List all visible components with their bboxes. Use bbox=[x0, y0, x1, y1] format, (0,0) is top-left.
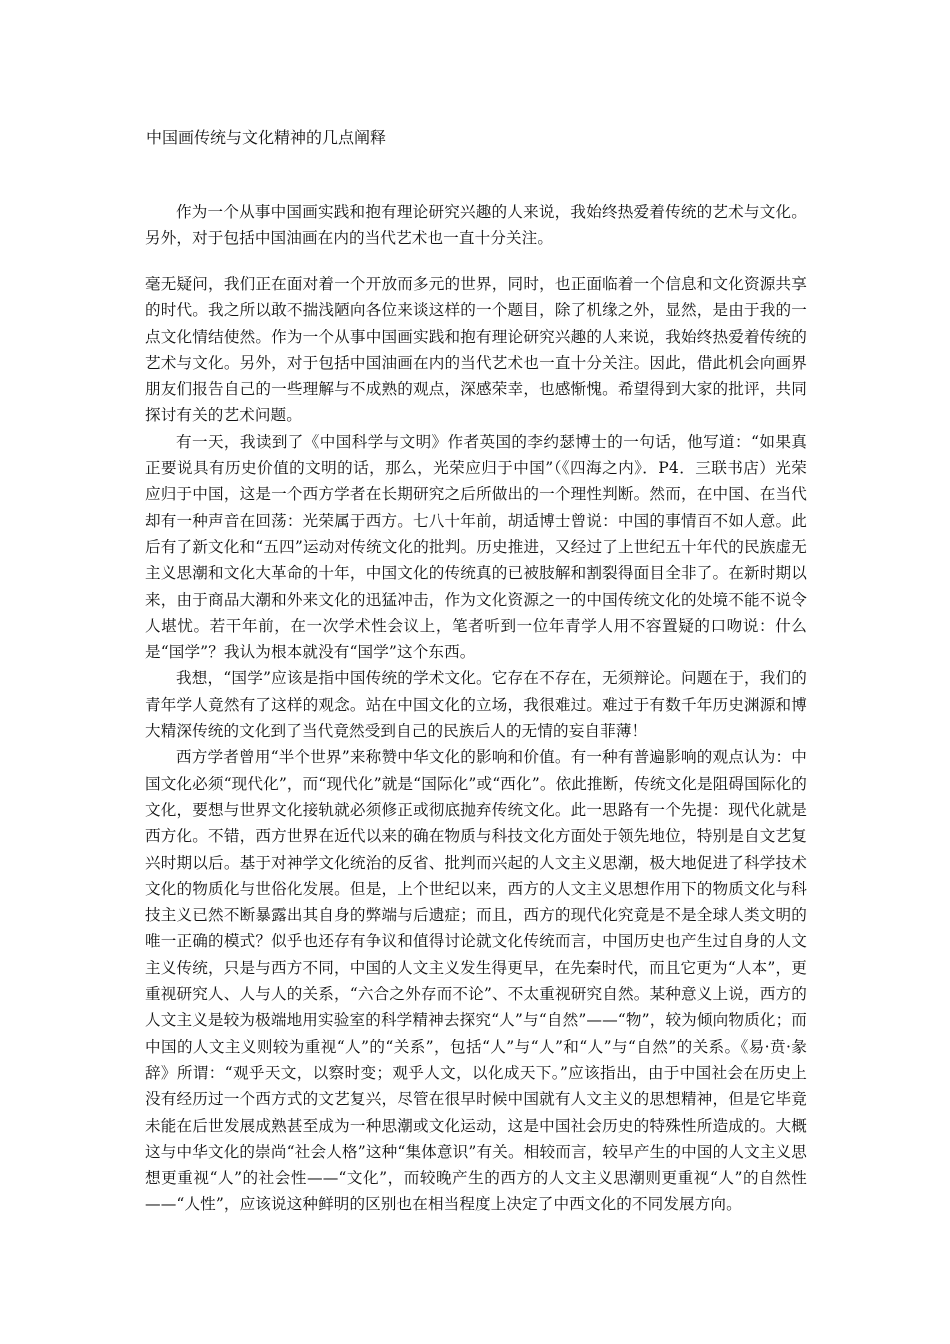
body-paragraph: 有一天，我读到了《中国科学与文明》作者英国的李约瑟博士的一句话，他写道：“如果真正要说具有历史价值的文明的话，那么，光荣应归于中国”（《四海之内》．P4．三联书店）光荣应归于中国，这是一个西方学者在长期研究之后所做出的一个理性判断。然而，在中国、在当代却有一种声音在回荡：光荣属于西方。七八十年前，胡适博士曾说：中国的事情百不如人意。此后有了新文化和“五四”运动对传统文化的批判。历史推进，又经过了上世纪五十年代的民族虚无主义思潮和文化大革命的十年，中国文化的传统真的已被肢解和割裂得面目全非了。在新时期以来，由于商品大潮和外来文化的迅猛冲击，作为文化资源之一的中国传统文化的处境不能不说令人堪忧。若干年前，在一次学术性会议上，笔者听到一位年青学人用不容置疑的口吻说：什么是“国学”？我认为根本就没有“国学”这个东西。 bbox=[145, 432, 807, 662]
body-paragraph: 毫无疑问，我们正在面对着一个开放而多元的世界，同时，也正面临着一个信息和文化资源共享的时代。我之所以敢不揣浅陋向各位来谈这样的一个题目，除了机缘之外，显然，是由于我的一点文化情结使然。作为一个从事中国画实践和抱有理论研究兴趣的人来说，我始终热爱着传统的艺术与文化。另外，对于包括中国油画在内的当代艺术也一直十分关注。因此，借此机会向画界朋友们报告自己的一些理解与不成熟的观点，深感荣幸，也感惭愧。希望得到大家的批评，共同探讨有关的艺术问题。 bbox=[145, 275, 807, 425]
document-body bbox=[145, 271, 807, 1218]
body-paragraph: 西方学者曾用“半个世界”来称赞中华文化的影响和价值。有一种有普遍影响的观点认为：中国文化必须“现代化”，而“现代化”就是“国际化”或“西化”。依此推断，传统文化是阻碍国际化的文化，要想与世界文化接轨就必须修正或彻底抛弃传统文化。此一思路有一个先提：现代化就是西方化。不错，西方世界在近代以来的确在物质与科技文化方面处于领先地位，特别是自文艺复兴时期以后。基于对神学文化统治的反省、批判而兴起的人文主义思潮，极大地促进了科学技术文化的物质化与世俗化发展。但是，上个世纪以来，西方的人文主义思想作用下的物质文化与科技主义已然不断暴露出其自身的弊端与后遗症；而且，西方的现代化究竟是不是全球人类文明的唯一正确的模式？似乎也还存有争议和值得讨论就文化传统而言，中国历史也产生过自身的人文主义传统，只是与西方不同，中国的人文主义发生得更早，在先秦时代，而且它更为“人本”，更重视研究人、人与人的关系，“六合之外存而不论”、不太重视研究自然。某种意义上说，西方的人文主义是较为极端地用实验室的科学精神去探究“人”与“自然”——“物”，较为倾向物质化；而中国的人文主义则较为重视“人”的“关系”，包括“人”与“人”和“人”与“自然”的关系。《易·贲·彖辞》所谓：“观乎天文，以察时变；观乎人文，以化成天下。”应该指出，由于中国社会在历史上没有经历过一个西方式的文艺复兴，尽管在很早时候中国就有人文主义的思想精神，但是它毕竟未能在后世发展成熟甚至成为一种思潮或文化运动，这是中国社会历史的特殊性所造成的。大概这与中华文化的崇尚“社会人格”这种“集体意识”有关。相较而言，较早产生的中国的人文主义思想更重视“人”的社会性——“文化”，而较晚产生的西方的人文主义思潮则更重视“人”的自然性——“人性”，应该说这种鲜明的区别也在相当程度上决定了中西文化的不同发展方向。 bbox=[145, 748, 807, 1214]
intro-paragraph: 作为一个从事中国画实践和抱有理论研究兴趣的人来说，我始终热爱着传统的艺术与文化。另外，对于包括中国油画在内的当代艺术也一直十分关注。 bbox=[145, 203, 807, 248]
body-paragraph: 我想，“国学”应该是指中国传统的学术文化。它存在不存在，无须辩论。问题在于，我们的青年学人竟然有了这样的观念。站在中国文化的立场，我很难过。难过于有数千年历史渊源和博大精深传统的文化到了当代竟然受到自己的民族后人的无情的妄自菲薄！ bbox=[145, 669, 807, 741]
document-title: 中国画传统与文化精神的几点阐释 bbox=[146, 128, 387, 147]
